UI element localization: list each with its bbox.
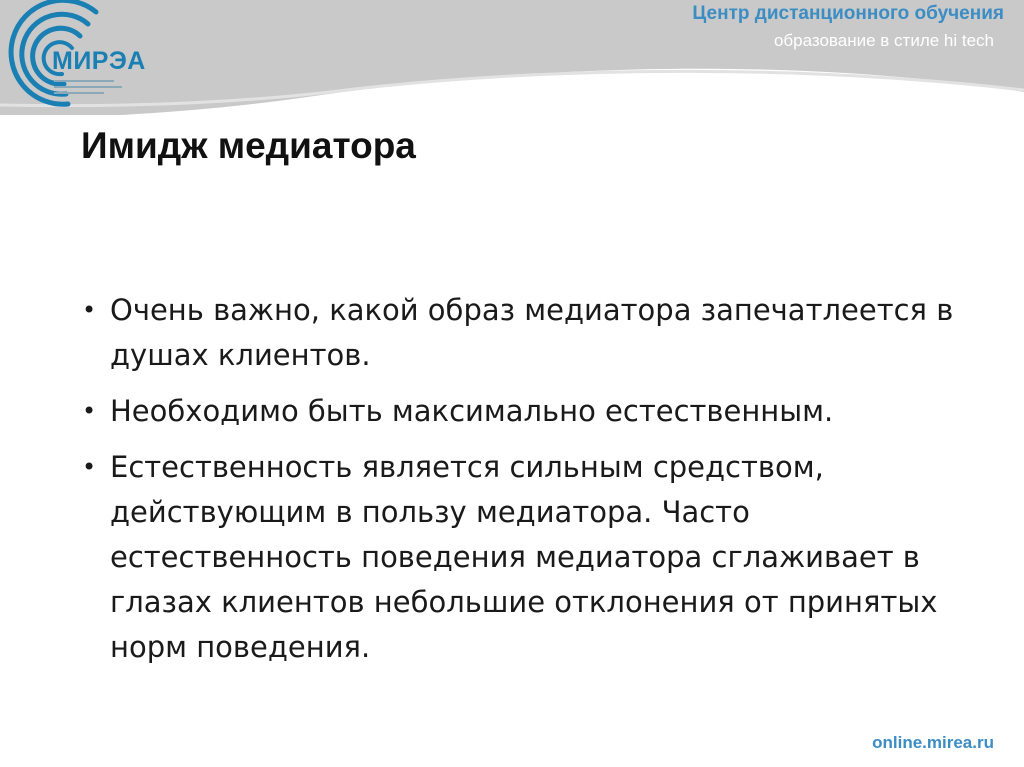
bullet-item — [80, 288, 960, 378]
tagline-main: Центр дистанционного обучения — [692, 3, 1004, 24]
bullet-text: Необходимо быть максимально естественным. — [110, 394, 834, 428]
bullet-dot-icon: • — [82, 397, 97, 425]
logo-wordmark: МИРЭА — [52, 47, 146, 75]
bullet-dot-icon: • — [82, 296, 97, 324]
bullet-dot-icon: • — [82, 453, 97, 481]
footer-website-link[interactable]: online.mirea.ru — [872, 733, 994, 752]
logo-fine-print — [54, 80, 124, 98]
header-tagline — [692, 3, 1004, 53]
slide-title: Имидж медиатора — [81, 125, 416, 166]
tagline-sub: образование в стиле hi tech — [773, 31, 994, 50]
bullet-text: Очень важно, какой образ медиатора запечатлеется в душах клиентов. — [110, 293, 954, 372]
mirea-logo — [0, 0, 180, 115]
bullet-item — [80, 389, 960, 434]
bullet-item — [80, 445, 960, 670]
bullet-list — [80, 288, 960, 681]
bullet-text: Естественность является сильным средством, действующим в пользу медиатора. Часто естественность поведения медиатора сглаживает в глазах клиентов небольшие отклонения от принятых норм поведения. — [110, 450, 938, 664]
